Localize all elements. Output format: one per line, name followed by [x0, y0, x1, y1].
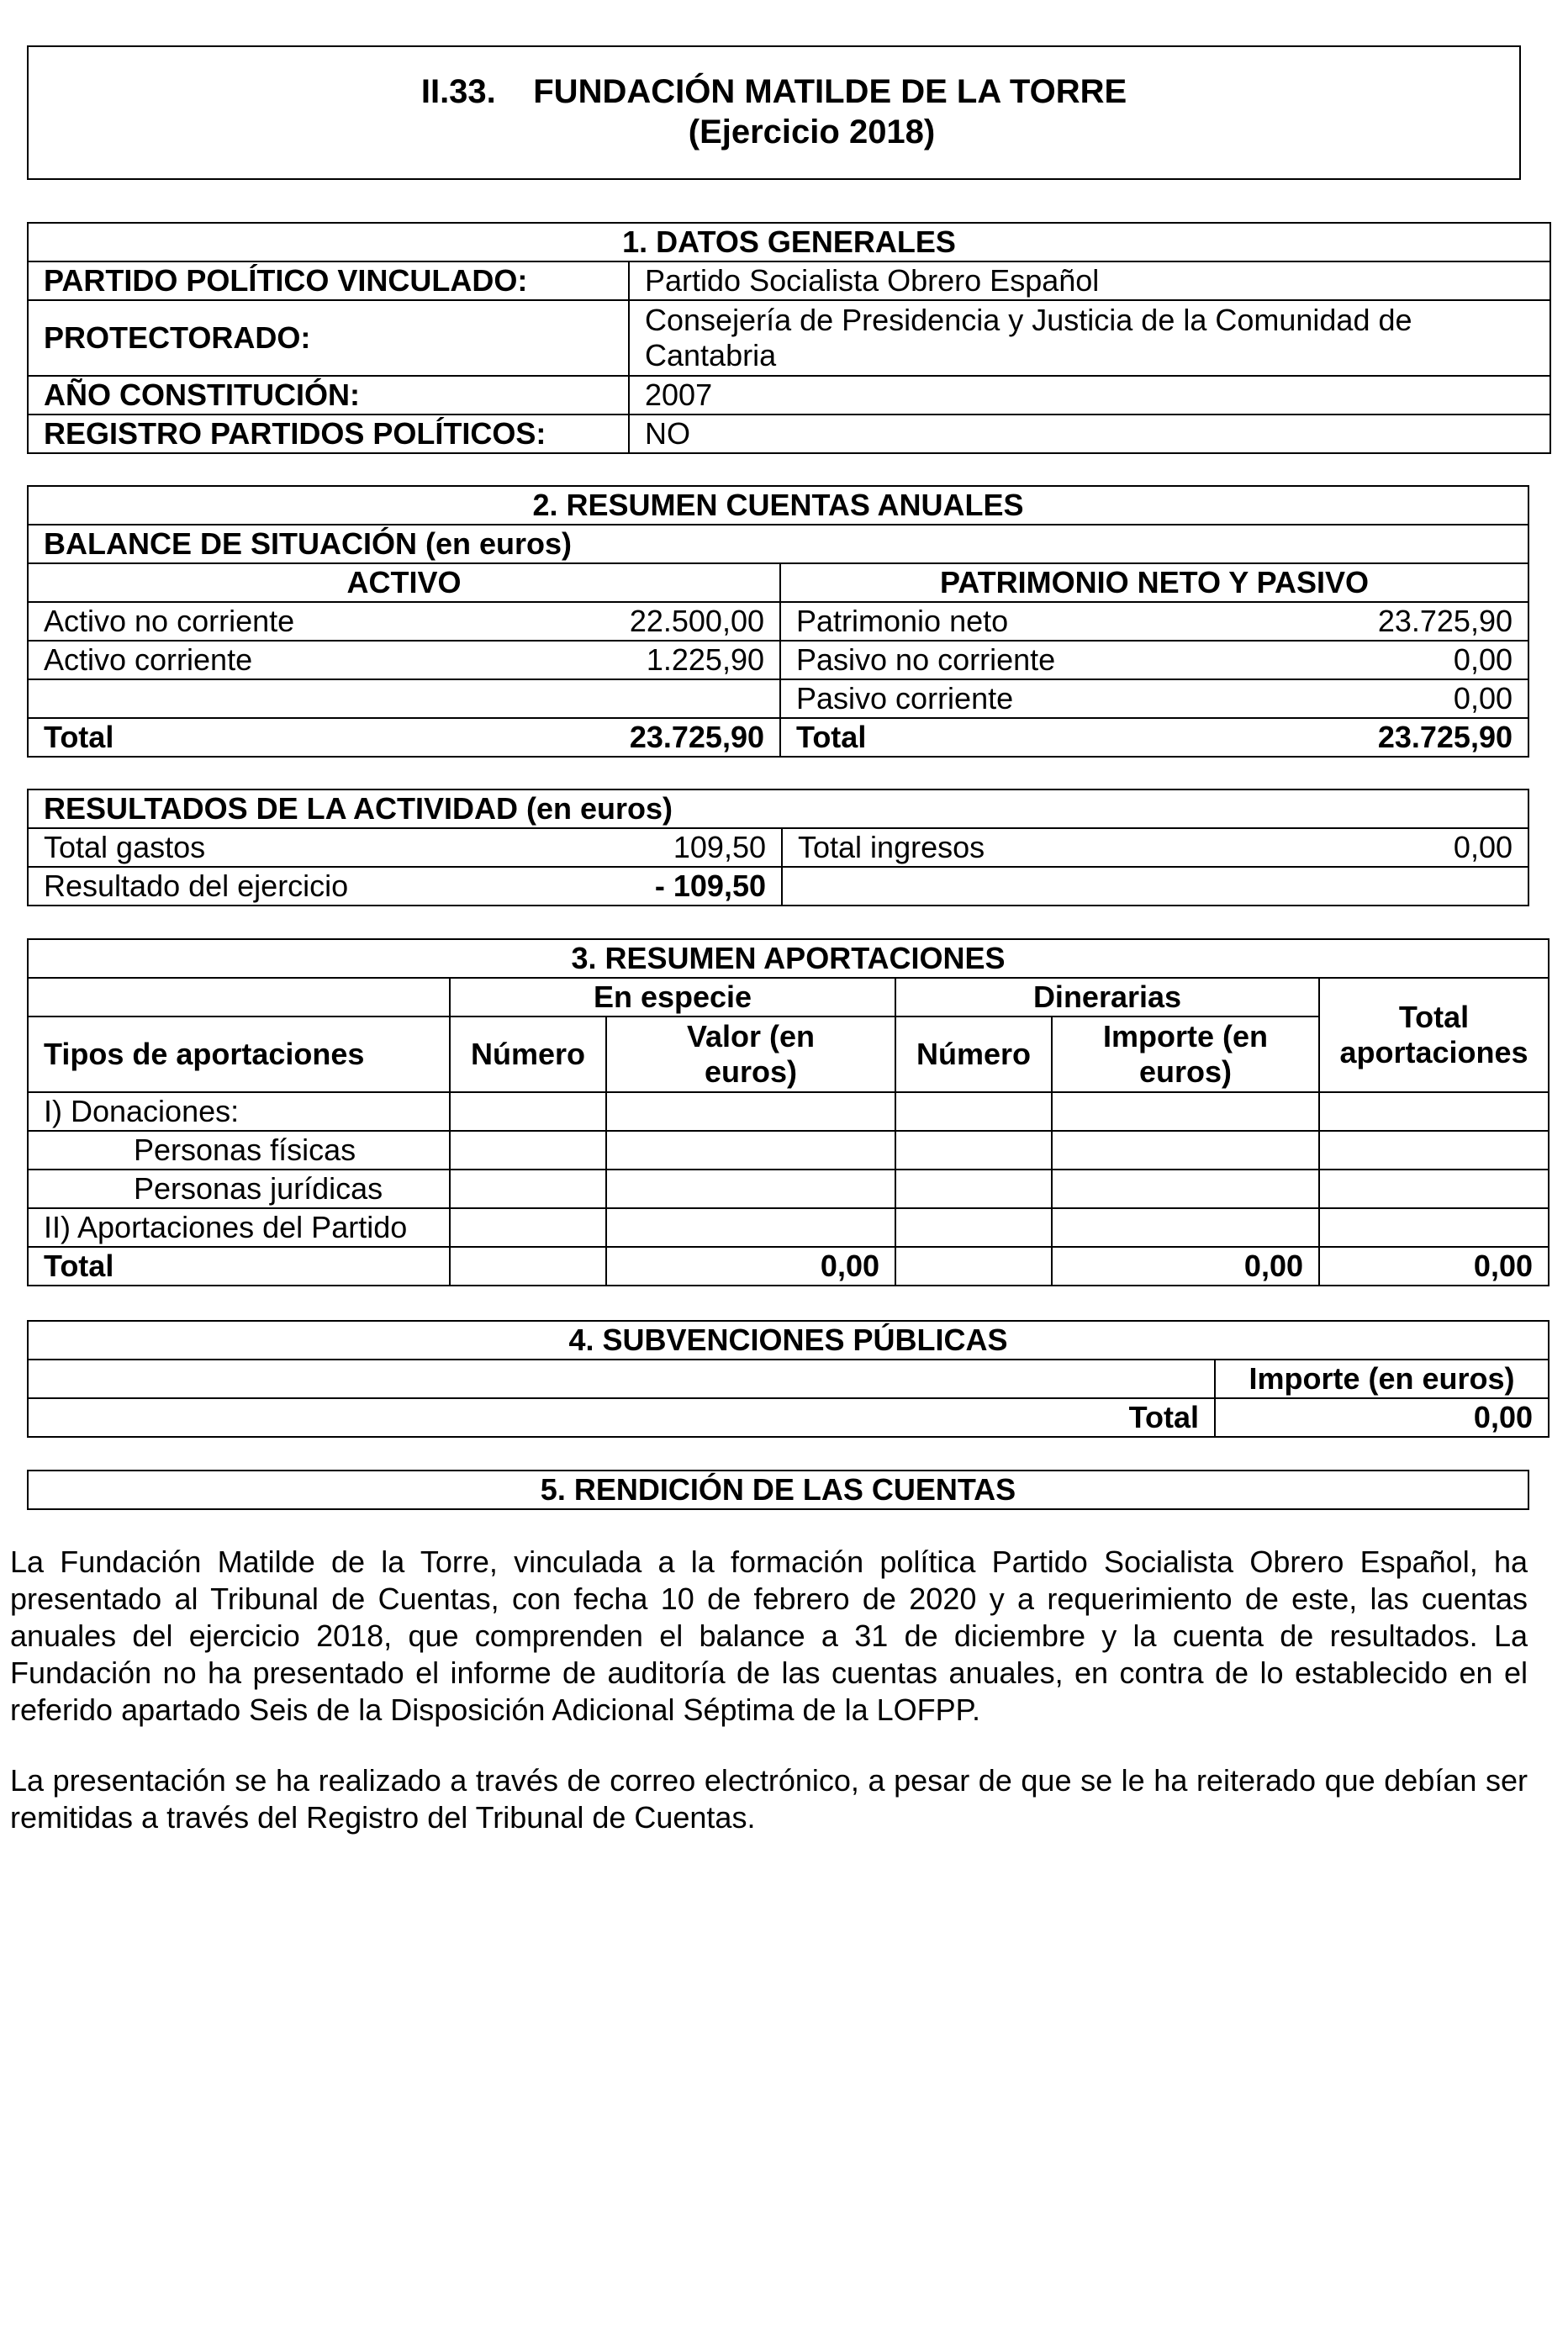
results-section — [27, 789, 1529, 906]
rendition-table — [27, 1470, 1529, 1510]
pasivo-label: Patrimonio neto — [780, 602, 1142, 641]
general-value: Consejería de Presidencia y Justicia de la Comunidad de Cantabria — [629, 300, 1550, 376]
subsidies-heading: 4. SUBVENCIONES PÚBLICAS — [28, 1321, 1549, 1360]
table-row — [28, 300, 1550, 376]
activo-header: ACTIVO — [28, 563, 780, 602]
table-row — [28, 641, 1528, 679]
contributions-table — [27, 938, 1550, 1286]
annual-accounts-section — [27, 485, 1529, 758]
activo-value: 22.500,00 — [419, 602, 780, 641]
title-box — [27, 45, 1521, 180]
empty-cell — [28, 978, 450, 1017]
contributions-section — [27, 938, 1550, 1286]
results-title: RESULTADOS DE LA ACTIVIDAD (en euros) — [28, 789, 1528, 828]
rendition-paragraph-1: La Fundación Matilde de la Torre, vinculada a la formación política Partido Socialista Obrero Español, ha presentado al Tribunal de Cuentas, con fecha 10 de febrero de 2020 y a requerimiento de este, las cuentas anuales del ejercicio 2018, que comprenden el balance a 31 de diciembre y la cuenta de resultados. La Fundación no ha presentado el informe de auditoría de las cuentas anuales, en contra de lo establecido en el referido apartado Seis de la Disposición Adicional Séptima de la LOFPP. — [10, 1545, 1528, 1727]
document-subtitle: (Ejercicio 2018) — [688, 114, 936, 150]
activo-label: Activo no corriente — [28, 602, 419, 641]
pasivo-header: PATRIMONIO NETO Y PASIVO — [780, 563, 1528, 602]
empty-cell — [782, 867, 1528, 906]
contributions-total-total: 0,00 — [1319, 1247, 1549, 1286]
subsidies-table — [27, 1320, 1550, 1438]
resultado-label: Resultado del ejercicio — [28, 867, 419, 906]
table-row — [28, 602, 1528, 641]
table-row — [28, 1170, 1549, 1208]
table-row — [28, 679, 1528, 718]
table-row — [28, 1398, 1549, 1437]
subsidies-total-value: 0,00 — [1215, 1398, 1549, 1437]
general-label: REGISTRO PARTIDOS POLÍTICOS: — [28, 415, 629, 453]
general-value: Partido Socialista Obrero Español — [629, 261, 1550, 300]
activo-label — [28, 679, 419, 718]
contributions-heading: 3. RESUMEN APORTACIONES — [28, 939, 1549, 978]
dinerarias-header: Dinerarias — [895, 978, 1319, 1017]
activo-total-value: 23.725,90 — [419, 718, 780, 757]
activo-label: Activo corriente — [28, 641, 419, 679]
table-row — [28, 718, 1528, 757]
general-label: PROTECTORADO: — [28, 300, 629, 376]
numero-header: Número — [895, 1017, 1052, 1092]
general-label: AÑO CONSTITUCIÓN: — [28, 376, 629, 415]
rendition-heading: 5. RENDICIÓN DE LAS CUENTAS — [28, 1471, 1528, 1509]
general-label: PARTIDO POLÍTICO VINCULADO: — [28, 261, 629, 300]
gastos-value: 109,50 — [419, 828, 782, 867]
pasivo-total-value: 23.725,90 — [1142, 718, 1528, 757]
table-row — [28, 1247, 1549, 1286]
table-row — [28, 1131, 1549, 1170]
table-row — [28, 261, 1550, 300]
general-data-section — [27, 222, 1551, 454]
subsidies-importe-header: Importe (en euros) — [1215, 1360, 1549, 1398]
table-row — [28, 828, 1528, 867]
importe-header: Importe (en euros) — [1052, 1017, 1319, 1092]
pasivo-total-label: Total — [780, 718, 1142, 757]
balance-table — [27, 485, 1529, 758]
valor-header: Valor (en euros) — [606, 1017, 895, 1092]
table-row — [28, 1208, 1549, 1247]
annual-accounts-heading: 2. RESUMEN CUENTAS ANUALES — [28, 486, 1528, 525]
table-row — [28, 867, 1528, 906]
contribution-label: I) Donaciones: — [28, 1092, 450, 1131]
pasivo-value: 0,00 — [1142, 641, 1528, 679]
activo-total-label: Total — [28, 718, 419, 757]
pasivo-label: Pasivo no corriente — [780, 641, 1142, 679]
contribution-label: Personas jurídicas — [28, 1170, 450, 1208]
rendition-section — [27, 1470, 1529, 1510]
table-row — [28, 415, 1550, 453]
pasivo-label: Pasivo corriente — [780, 679, 1142, 718]
activo-value: 1.225,90 — [419, 641, 780, 679]
gastos-label: Total gastos — [28, 828, 419, 867]
contributions-total-valor: 0,00 — [606, 1247, 895, 1286]
results-table — [27, 789, 1529, 906]
activo-value — [419, 679, 780, 718]
contributions-total-importe: 0,00 — [1052, 1247, 1319, 1286]
total-aportaciones-header: Total aportaciones — [1319, 978, 1549, 1092]
subsidies-total-label: Total — [28, 1398, 1215, 1437]
contribution-label: Personas físicas — [28, 1131, 450, 1170]
ingresos-value: 0,00 — [1143, 828, 1528, 867]
general-value: 2007 — [629, 376, 1550, 415]
general-data-heading: 1. DATOS GENERALES — [28, 223, 1550, 261]
table-row — [28, 376, 1550, 415]
numero-header: Número — [450, 1017, 606, 1092]
contributions-total-label: Total — [28, 1247, 450, 1286]
balance-title: BALANCE DE SITUACIÓN (en euros) — [28, 525, 1528, 563]
contribution-label: II) Aportaciones del Partido — [28, 1208, 450, 1247]
pasivo-value: 23.725,90 — [1142, 602, 1528, 641]
ingresos-label: Total ingresos — [782, 828, 1143, 867]
tipos-header: Tipos de aportaciones — [28, 1017, 450, 1092]
general-data-table — [27, 222, 1551, 454]
pasivo-value: 0,00 — [1142, 679, 1528, 718]
subsidies-section — [27, 1320, 1550, 1438]
document-title: II.33. FUNDACIÓN MATILDE DE LA TORRE — [420, 73, 1127, 110]
resultado-value: - 109,50 — [419, 867, 782, 906]
general-value: NO — [629, 415, 1550, 453]
especie-header: En especie — [450, 978, 895, 1017]
table-row — [28, 1092, 1549, 1131]
rendition-paragraph-2: La presentación se ha realizado a través de correo electrónico, a pesar de que se le ha reiterado que debían ser remitidas a través del Registro del Tribunal de Cuentas. — [10, 1763, 1528, 1835]
empty-cell — [28, 1360, 1215, 1398]
